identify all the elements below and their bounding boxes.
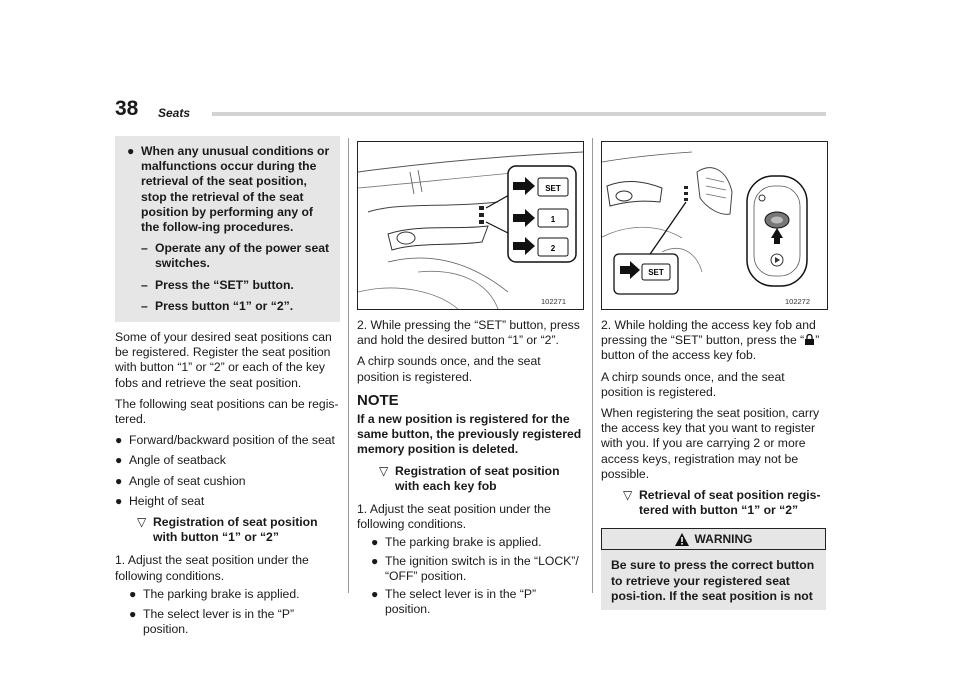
bullet-icon: ●: [115, 473, 123, 488]
caution-item: Operate any of the power seat switches.: [155, 241, 330, 271]
step-2: [601, 318, 826, 364]
caution-box: [115, 136, 340, 322]
warning-body: Be sure to press the correct button to retrieve your registered seat posi-tion. If the seat position is not: [601, 550, 826, 610]
dash-icon: –: [141, 277, 148, 292]
caution-item: Press button “1” or “2”.: [155, 298, 294, 313]
figure-code-1: 102271: [541, 297, 567, 306]
key-register-paragraph: When registering the seat position, carry the access key that you want to register with you. If you are carrying 2 or more access keys, registration may not be possible.: [601, 406, 820, 481]
position-item: Angle of seatback: [129, 453, 226, 468]
triangle-icon: ▽: [623, 488, 633, 503]
note-body: If a new position is registered for the same button, the previously registered memory position is deleted.: [357, 412, 582, 457]
condition-item: The ignition switch is in the “LOCK”/ “OFF” position.: [385, 553, 579, 583]
caution-main-text: When any unusual conditions or malfunctions occur during the retrieval of the seat position, stop the retrieval of the seat position by performing any of the follow-ing procedures.: [141, 144, 330, 235]
bullet-icon: ●: [115, 453, 123, 468]
warning-bar: [601, 528, 826, 550]
note-title: NOTE: [357, 391, 399, 409]
key-fob-illustration: [602, 142, 827, 309]
column-divider-2: [592, 138, 593, 593]
bullet-icon: ●: [127, 144, 135, 158]
column-1: [115, 136, 340, 642]
dash-icon: –: [141, 298, 148, 313]
condition-item: The select lever is in the “P” position.: [143, 607, 295, 637]
intro-paragraph: Some of your desired seat positions can be registered. Register the seat position with button “1” or “2” or each of the key fobs and retrieve the seat position.: [115, 330, 332, 390]
step-1: 1. Adjust the seat position under the following conditions.: [357, 502, 551, 532]
header-rule: [212, 112, 826, 116]
triangle-icon: ▽: [379, 463, 389, 478]
figure-door-switches: [357, 141, 584, 310]
caution-item: Press the “SET” button.: [155, 277, 294, 292]
condition-item: The parking brake is applied.: [385, 535, 542, 550]
door-switch-illustration: [358, 142, 583, 309]
bullet-icon: ●: [371, 553, 379, 568]
bullet-icon: ●: [115, 433, 123, 448]
bullet-icon: ●: [115, 493, 123, 508]
bullet-icon: ●: [371, 535, 379, 550]
chirp-text: A chirp sounds once, and the seat position is registered.: [601, 369, 785, 399]
memory-2-switch-label: 2: [550, 244, 556, 253]
condition-item: The parking brake is applied.: [143, 586, 300, 601]
memory-1-switch-label: 1: [550, 215, 556, 224]
triangle-icon: ▽: [137, 515, 147, 530]
step-2-text-start: 2. While holding the access key fob and pressing the “SET” button, press the “: [601, 318, 816, 348]
set-switch-label: SET: [545, 184, 561, 193]
bullet-icon: ●: [371, 587, 379, 602]
subheading: Registration of seat position with each key fob: [395, 463, 560, 493]
subheading: Registration of seat position with button “1” or “2”: [153, 515, 318, 545]
position-item: Height of seat: [129, 493, 205, 508]
lock-icon: [804, 334, 815, 345]
condition-item: The select lever is in the “P” position.: [385, 587, 537, 617]
dash-icon: –: [141, 241, 148, 256]
step-2: 2. While pressing the “SET” button, press and hold the desired button “1” or “2”.: [357, 318, 580, 348]
subheading: Retrieval of seat position regis-tered with button “1” or “2”: [639, 488, 821, 518]
step-1: 1. Adjust the seat position under the following conditions.: [115, 553, 309, 583]
section-title: Seats: [158, 106, 191, 120]
warning-icon: [675, 533, 689, 546]
warning-title: WARNING: [694, 531, 753, 546]
position-item: Angle of seat cushion: [129, 473, 246, 488]
set-switch-label: SET: [648, 268, 664, 277]
bullet-icon: ●: [129, 586, 137, 601]
column-2: [357, 318, 582, 622]
chirp-text: A chirp sounds once, and the seat position is registered.: [357, 354, 541, 384]
positions-intro: The following seat positions can be regis-tered.: [115, 396, 339, 427]
position-item: Forward/backward position of the seat: [129, 433, 335, 448]
page-number: 38: [115, 97, 139, 120]
column-divider-1: [348, 138, 349, 593]
figure-code-2: 102272: [785, 297, 811, 306]
figure-key-fob: [601, 141, 828, 310]
step-2-text-end: ” button of the access key fob.: [601, 333, 820, 363]
column-3: [601, 318, 826, 610]
bullet-icon: ●: [129, 607, 137, 622]
